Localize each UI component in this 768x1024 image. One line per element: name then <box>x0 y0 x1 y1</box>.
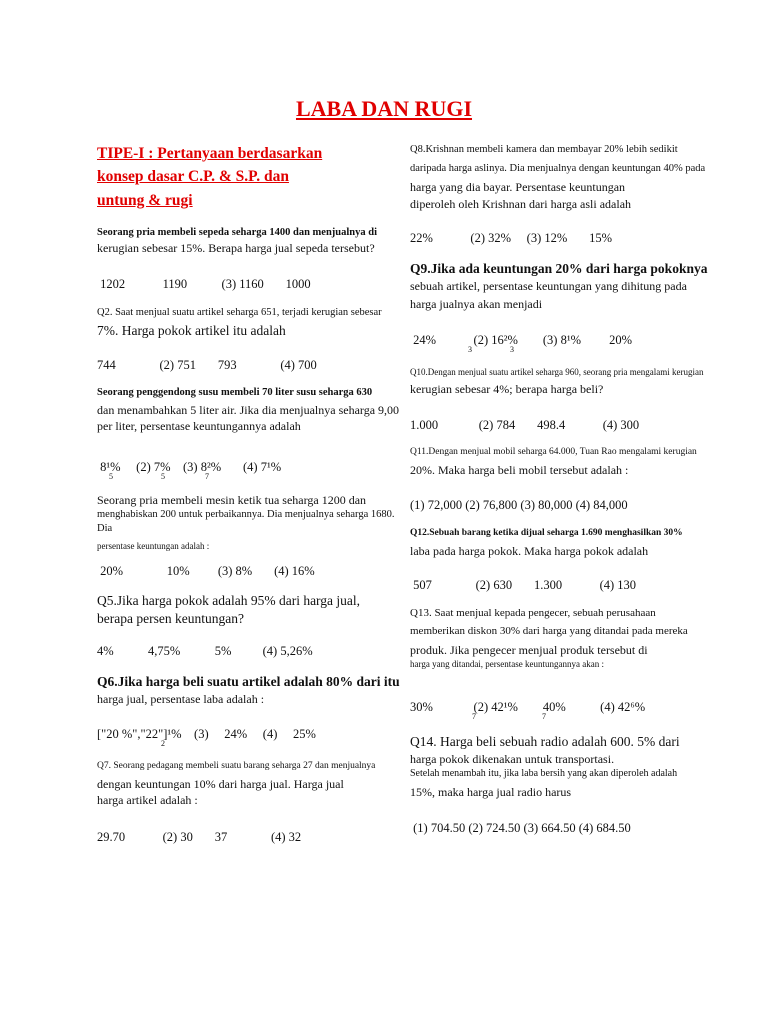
fraction-denominators: 5 5 7 <box>97 472 209 481</box>
fraction-denominators: 2 <box>97 739 165 748</box>
question-text: 20%. Maka harga beli mobil tersebut adalah : <box>410 462 629 477</box>
question-text: berapa persen keuntungan? <box>97 611 244 627</box>
question-text: harga jual, persentase laba adalah : <box>97 692 265 707</box>
answer-options: 22% (2) 32% (3) 12% 15% <box>410 231 613 245</box>
fraction-denominators: 3 3 <box>410 345 514 354</box>
answer-options: ["20 %","22"]¹% (3) 24% (4) 25% <box>97 727 316 741</box>
question-3 <box>97 386 402 435</box>
answer-options: 1202 1190 (3) 1160 1000 <box>97 277 311 291</box>
question-text: memberikan diskon 30% dari harga yang ditandai pada mereka <box>410 624 688 637</box>
question-text: dan menambahkan 5 liter air. Jika dia menjualnya seharga 9,00 <box>97 403 400 418</box>
answer-options: (1) 72,000 (2) 76,800 (3) 80,000 (4) 84,000 <box>410 498 628 512</box>
answer-options: 30% (2) 42¹% 40% (4) 42⁶% <box>410 700 646 714</box>
question-10 <box>410 366 722 397</box>
question-text: Q10.Dengan menjual suatu artikel seharga 960, seorang pria mengalami kerugian <box>410 367 704 377</box>
question-text: daripada harga aslinya. Dia menjualnya dengan keuntungan 40% pada <box>410 163 706 175</box>
answer-options: 24% (2) 16²% (3) 8¹% 20% <box>410 333 633 347</box>
answer-options: (1) 704.50 (2) 724.50 (3) 664.50 (4) 684.50 <box>410 821 631 835</box>
section-heading <box>97 142 402 212</box>
fraction-denominators: 7 7 <box>410 712 546 721</box>
answer-options: 29.70 (2) 30 37 (4) 32 <box>97 830 302 844</box>
question-text: harga yang ditandai, persentase keuntungannya akan : <box>410 658 605 669</box>
answer-options: 744 (2) 751 793 (4) 700 <box>97 358 317 372</box>
answer-options: 4% 4,75% 5% (4) 5,26% <box>97 644 313 658</box>
question-text: Setelah menambah itu, jika laba bersih yang akan diperoleh adalah <box>410 768 678 780</box>
question-14 <box>410 733 722 800</box>
question-text: dengan keuntungan 10% dari harga jual. Harga jual <box>97 776 344 791</box>
question-text: Q7. Seorang pedagang membeli suatu barang seharga 27 dan menjualnya <box>97 761 376 771</box>
question-text: per liter, persentase keuntungannya adalah <box>97 419 301 434</box>
question-text: sebuah artikel, persentase keuntungan yang dihitung pada <box>410 279 687 294</box>
question-text: produk. Jika pengecer menjual produk tersebut di <box>410 642 648 657</box>
question-text: Q11.Dengan menjual mobil seharga 64.000, Tuan Rao mengalami kerugian <box>410 447 697 457</box>
question-text: Q2. Saat menjual suatu artikel seharga 651, terjadi kerugian sebesar <box>97 307 382 318</box>
question-text: Q6.Jika harga beli suatu artikel adalah 80% dari itu <box>97 674 400 689</box>
question-2 <box>97 306 402 340</box>
answer-options: 20% 10% (3) 8% (4) 16% <box>97 564 315 578</box>
question-13 <box>410 606 722 670</box>
question-text: Q5.Jika harga pokok adalah 95% dari harga jual, <box>97 593 361 608</box>
answer-options: 1.000 (2) 784 498.4 (4) 300 <box>410 418 640 432</box>
question-12 <box>410 527 722 559</box>
question-text: 15%, maka harga jual radio harus <box>410 784 572 799</box>
question-text: menghabiskan 200 untuk perbaikannya. Dia menjualnya seharga 1680. Dia <box>97 509 395 535</box>
question-6 <box>97 673 402 707</box>
question-text: Q14. Harga beli sebuah radio adalah 600. 5% dari <box>410 734 680 749</box>
question-text: 7%. Harga pokok artikel itu adalah <box>97 323 286 339</box>
question-text: harga yang dia bayar. Persentase keuntungan <box>410 180 626 195</box>
question-11 <box>410 446 722 478</box>
question-8 <box>410 143 722 212</box>
question-4 <box>97 492 402 552</box>
page-title: LABA DAN RUGI <box>295 96 473 121</box>
question-text: harga jualnya akan menjadi <box>410 297 543 312</box>
question-5 <box>97 592 402 628</box>
section-heading-line: untung & rugi <box>97 191 193 209</box>
answer-options: 507 (2) 630 1.300 (4) 130 <box>410 578 637 592</box>
question-text: harga artikel adalah : <box>97 793 198 807</box>
question-text: Seorang pria membeli mesin ketik tua seharga 1200 dan <box>97 493 367 507</box>
question-text: Seorang penggendong susu membeli 70 liter susu seharga 630 <box>97 387 373 398</box>
question-text: kerugian sebesar 15%. Berapa harga jual sepeda tersebut? <box>97 241 375 256</box>
question-text: persentase keuntungan adalah : <box>97 540 210 551</box>
answer-options: 8¹% (2) 7% (3) 8²% (4) 7¹% <box>97 460 282 474</box>
question-9 <box>410 260 722 313</box>
section-heading-line: konsep dasar C.P. & S.P. dan <box>97 168 289 186</box>
section-heading-line: TIPE-I : Pertanyaan berdasarkan <box>97 145 323 162</box>
question-text: Q12.Sebuah barang ketika dijual seharga 1.690 menghasilkan 30% <box>410 528 683 538</box>
question-text: Q8.Krishnan membeli kamera dan membayar 20% lebih sedikit <box>410 144 678 155</box>
question-1 <box>97 226 402 256</box>
question-text: laba pada harga pokok. Maka harga pokok adalah <box>410 543 649 558</box>
question-7 <box>97 760 402 808</box>
question-text: Q13. Saat menjual kepada pengecer, sebuah perusahaan <box>410 607 656 619</box>
question-text: Seorang pria membeli sepeda seharga 1400 dan menjualnya di <box>97 227 378 238</box>
question-text: kerugian sebesar 4%; berapa harga beli? <box>410 382 604 397</box>
question-text: Q9.Jika ada keuntungan 20% dari harga pokoknya <box>410 261 708 276</box>
question-text: harga pokok dikenakan untuk transportasi. <box>410 752 615 767</box>
question-text: diperoleh oleh Krishnan dari harga asli adalah <box>410 196 632 211</box>
